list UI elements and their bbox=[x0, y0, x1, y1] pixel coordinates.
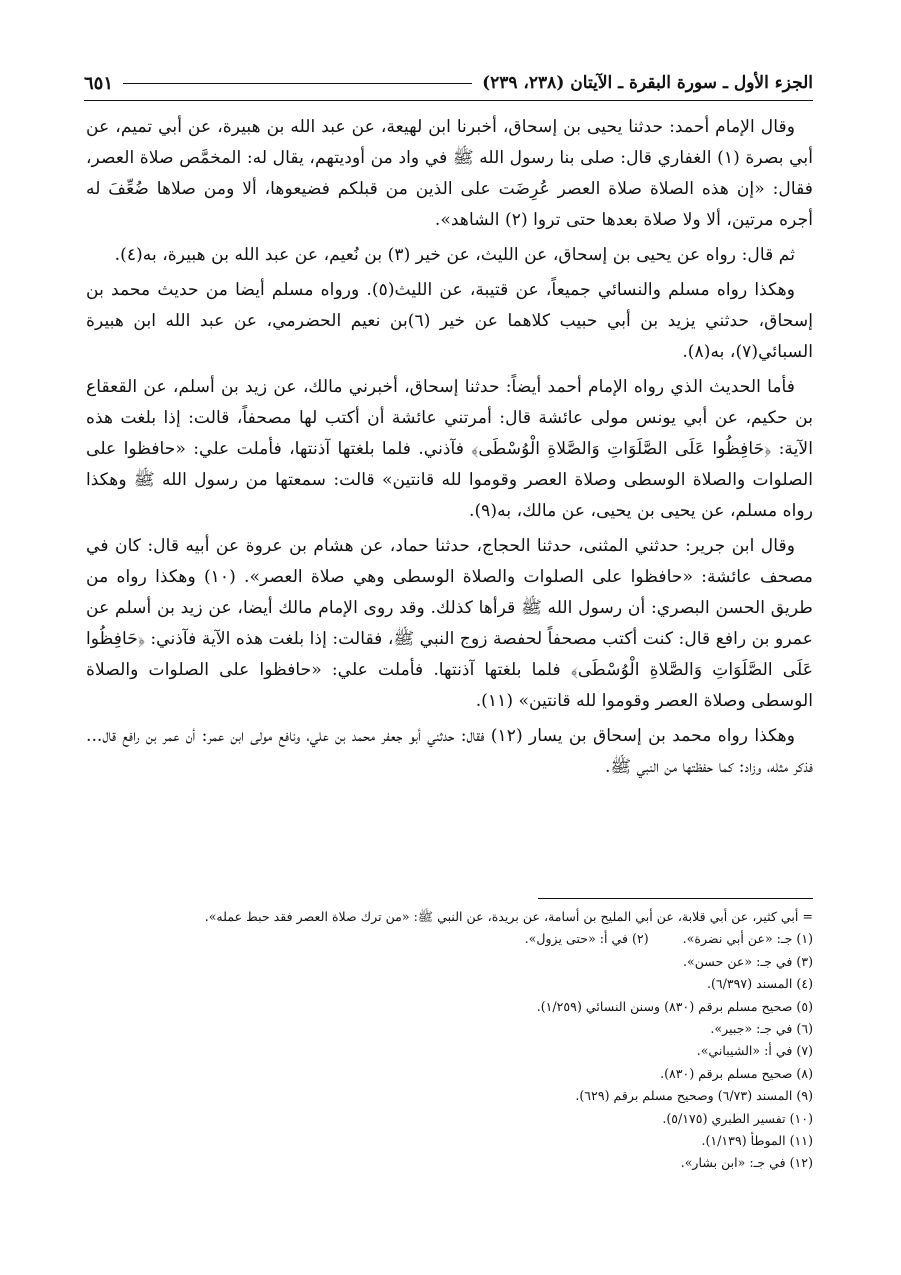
footnote-row-1-2 bbox=[120, 928, 813, 950]
footnotes bbox=[120, 906, 813, 1175]
footnote-separator bbox=[538, 898, 813, 899]
footnote-4: (٤) المسند (٦/٣٩٧). bbox=[706, 976, 813, 992]
paragraph-2: ثم قال: رواه عن يحيى بن إسحاق، عن الليث، عن خير (٣) بن نُعيم، عن عبد الله بن هبيرة، به(٤). bbox=[114, 245, 795, 265]
page-number: ٦٥١ bbox=[84, 72, 114, 94]
page-header bbox=[84, 66, 813, 101]
footnote-10: (١٠) تفسير الطبري (٥/١٧٥). bbox=[662, 1110, 813, 1126]
paragraph-3: وهكذا رواه مسلم والنسائي جميعاً، عن قتيبة، عن الليث(٥). ورواه مسلم أيضا من حديث محمد بن إسحاق، حدثني يزيد بن أبي حبيب كلاهما عن خير (٦)بن نعيم الحضرمي، عن عبد الله ابن هبيرة السبائي(٧)، به(٨). bbox=[86, 280, 813, 362]
footnote-7: (٧) في أ: «الشيباني». bbox=[696, 1043, 813, 1059]
footnote-11: (١١) الموطأ (١/١٣٩). bbox=[701, 1133, 813, 1149]
header-rule bbox=[123, 83, 472, 84]
paragraph-6: وهكذا رواه محمد بن إسحاق بن يسار (١٢) فقال: حدثني أبو جعفر محمد بن علي، ونافع مولى ابن عمر: أن عمر بن رافع قال... فذكر مثله، وزاد: كما حفظتها من النبي ﷺ. bbox=[86, 726, 813, 777]
footnote-6: (٦) في جـ: «جبير». bbox=[710, 1021, 813, 1037]
paragraph-4: فأما الحديث الذي رواه الإمام أحمد أيضاً: حدثنا إسحاق، أخبرني مالك، عن زيد بن أسلم، عن القعقاع بن حكيم، عن أبي يونس مولى عائشة قال: أمرتني عائشة أن أكتب لها مصحفاً، قالت: إذا بلغت هذه الآية: ﴿حَافِظُوا عَلَى الصَّلَوَاتِ وَالصَّلاةِ الْوُسْطَى﴾ فآذني. فلما بلغتها آذنتها، فأملت علي: «حافظوا على الصلوات والصلاة الوسطى وصلاة العصر وقوموا لله قانتين» قالت: سمعتها من رسول الله ﷺ وهكذا رواه مسلم، عن يحيى بن يحيى، عن مالك، به(٩). bbox=[86, 377, 813, 521]
running-title: الجزء الأول ـ سورة البقرة ـ الآيتان (٢٣٨، ٢٣٩) bbox=[482, 73, 813, 93]
paragraph-5: وقال ابن جرير: حدثني المثنى، حدثنا الحجاج، حدثنا حماد، عن هشام بن عروة عن أبيه قال: كان في مصحف عائشة: «حافظوا على الصلوات والصلاة الوسطى وهي صلاة العصر». (١٠) وهكذا رواه من طريق الحسن البصري: أن رسول الله ﷺ قرأها كذلك. وقد روى الإمام مالك أيضا، عن زيد بن أسلم عن عمرو بن رافع قال: كنت أكتب مصحفاً لحفصة زوج النبي ﷺ، فقالت: إذا بلغت هذه الآية فآذني: ﴿حَافِظُوا عَلَى الصَّلَوَاتِ وَالصَّلاةِ الْوُسْطَى﴾ فلما بلغتها آذنتها. فأملت علي: «حافظوا على الصلوات والصلاة الوسطى وصلاة العصر وقوموا لله قانتين» (١١). bbox=[86, 536, 814, 711]
paragraph-1: وقال الإمام أحمد: حدثنا يحيى بن إسحاق، أخبرنا ابن لهيعة، عن عبد الله بن هبيرة، عن أبي تميم، عن أبي بصرة (١) الغفاري قال: صلى بنا رسول الله ﷺ في واد من أوديتهم، يقال له: المخمَّص صلاة العصر، فقال: «إن هذه الصلاة صلاة العصر عُرِضَت على الذين من قبلكم فضيعوها، ألا ومن صلاها ضُعِّفَ له أجره مرتين، ألا ولا صلاة بعدها حتى تروا (٢) الشاهد». bbox=[86, 117, 813, 230]
footnote-9: (٩) المسند (٦/٧٣) وصحيح مسلم برقم (٦٢٩). bbox=[575, 1088, 813, 1104]
footnote-2: (٢) في أ: «حتى يزول». bbox=[524, 931, 649, 947]
footnote-3: (٣) في جـ: «عن حسن». bbox=[683, 953, 813, 969]
footnote-1: (١) جـ: «عن أبي نضرة». bbox=[682, 931, 813, 947]
footnote-continuation: = أبي كثير، عن أبي قلابة، عن أبي المليح بن أسامة، عن بريدة، عن النبي ﷺ: «من ترك صلاة العصر فقد حبط عمله». bbox=[204, 909, 813, 924]
footnote-5: (٥) صحيح مسلم برقم (٨٣٠) وسنن النسائي (١/٢٥٩). bbox=[536, 998, 813, 1014]
body-text bbox=[86, 112, 813, 787]
footnote-8: (٨) صحيح مسلم برقم (٨٣٠). bbox=[660, 1065, 813, 1081]
footnote-12: (١٢) في جـ: «ابن بشار». bbox=[680, 1155, 813, 1171]
